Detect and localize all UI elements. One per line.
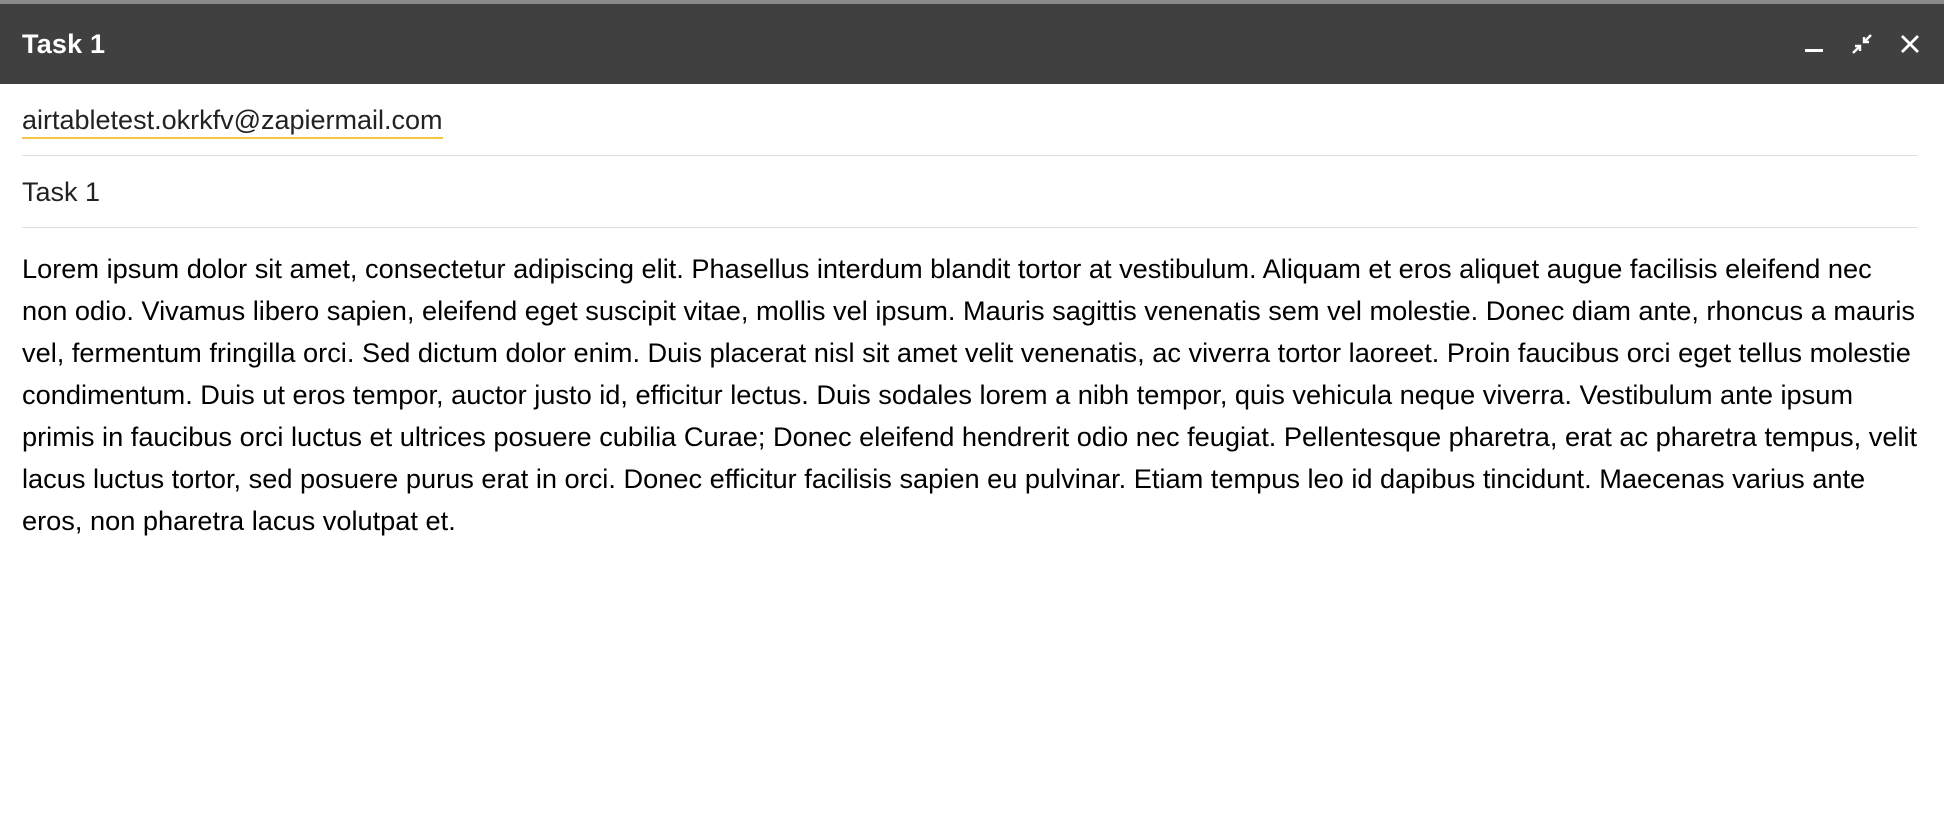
compose-title: Task 1 xyxy=(22,29,106,59)
exit-fullscreen-icon xyxy=(1851,33,1873,55)
subject-field[interactable] xyxy=(22,156,1918,228)
recipient-chip[interactable]: airtabletest.okrkfv@zapiermail.com xyxy=(22,104,443,139)
recipients-field[interactable] xyxy=(22,84,1918,156)
close-button[interactable] xyxy=(1894,28,1926,60)
exit-fullscreen-button[interactable] xyxy=(1846,28,1878,60)
subject-input[interactable]: Task 1 xyxy=(22,177,101,207)
compose-titlebar[interactable] xyxy=(0,4,1944,84)
message-body[interactable]: Lorem ipsum dolor sit amet, consectetur adipiscing elit. Phasellus interdum blandit tortor at vestibulum. Aliquam et eros aliquet augue facilisis eleifend nec non odio. Vivamus libero sapien, eleifend eget suscipit vitae, mollis vel ipsum. Mauris sagittis venenatis sem vel molestie. Donec diam ante, rhoncus a mauris vel, fermentum fringilla orci. Sed dictum dolor enim. Duis placerat nisl sit amet velit venenatis, ac viverra tortor laoreet. Proin faucibus orci eget tellus molestie condimentum. Duis ut eros tempor, auctor justo id, efficitur lectus. Duis sodales lorem a nibh tempor, quis vehicula neque viverra. Vestibulum ante ipsum primis in faucibus orci luctus et ultrices posuere cubilia Curae; Donec eleifend hendrerit odio nec feugiat. Pellentesque pharetra, erat ac pharetra tempus, velit lacus luctus tortor, sed posuere purus erat in orci. Donec efficitur facilisis sapien eu pulvinar. Etiam tempus leo id dapibus tincidunt. Maecenas varius ante eros, non pharetra lacus volutpat et. xyxy=(22,253,1918,536)
minimize-button[interactable] xyxy=(1798,28,1830,60)
minimize-icon xyxy=(1803,33,1825,55)
close-icon xyxy=(1899,33,1921,55)
